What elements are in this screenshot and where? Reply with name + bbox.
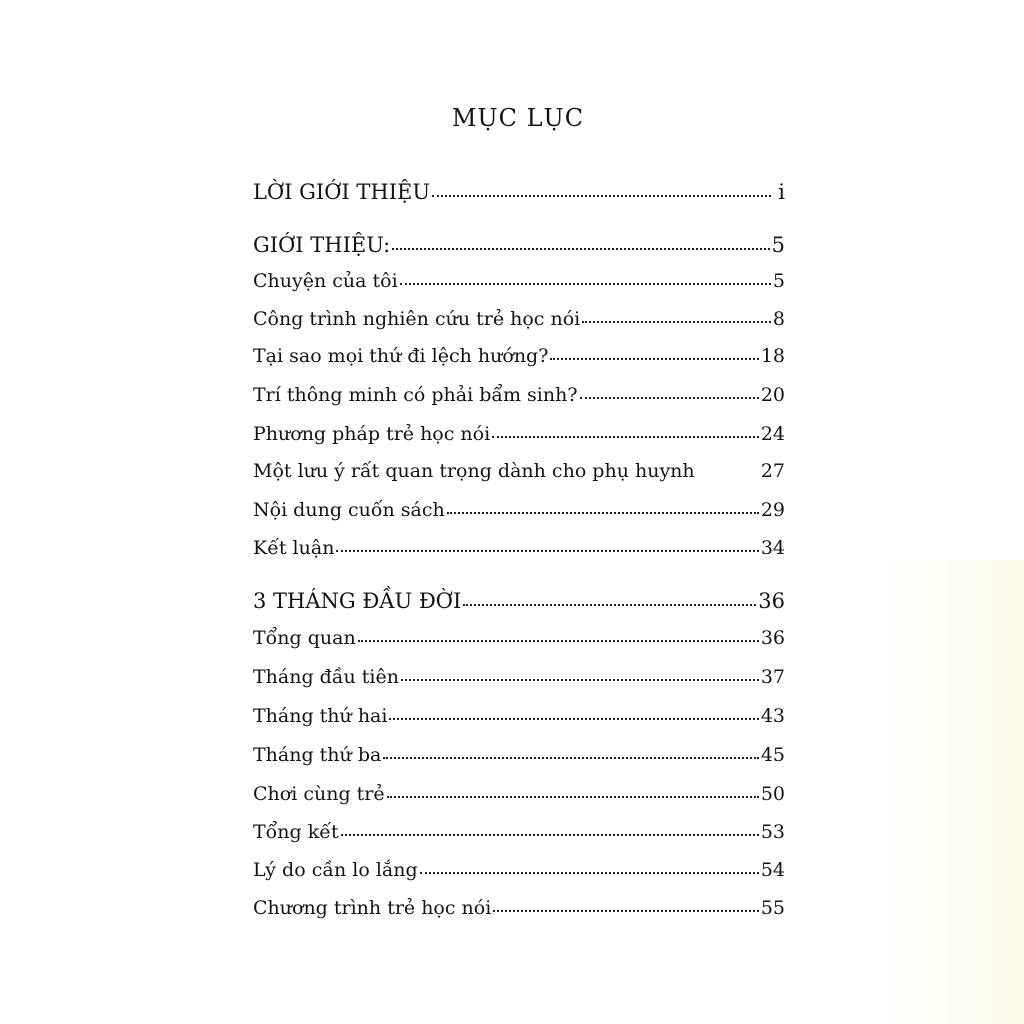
- dot-leader: [580, 397, 759, 399]
- toc-entry: [253, 345, 785, 367]
- dot-leader: [432, 195, 771, 197]
- toc-entry-label: Chuyện của tôi: [253, 270, 398, 292]
- toc-entry-page: 8: [772, 308, 785, 330]
- toc-entry: [253, 499, 785, 521]
- toc-entry-page: 34: [760, 537, 785, 559]
- toc-entry-heading: [253, 589, 785, 613]
- page-title: MỤC LỤC: [451, 104, 585, 132]
- toc-entry-heading: [253, 233, 785, 257]
- dot-leader: [401, 679, 759, 681]
- toc-entry-label: Tháng đầu tiên: [253, 666, 399, 688]
- toc-entry-page: 50: [760, 783, 785, 805]
- dot-leader: [463, 604, 756, 606]
- toc-entry: [253, 783, 785, 805]
- dot-leader: [550, 358, 758, 360]
- toc-entry-label: Tháng thứ ba: [253, 744, 382, 766]
- toc-entry-page: 55: [760, 897, 785, 919]
- toc-entry-label: Kết luận: [253, 537, 335, 559]
- toc-entry-page: 36: [758, 589, 785, 613]
- toc-entry-label: Một lưu ý rất quan trọng dành cho phụ huynh: [253, 460, 695, 482]
- toc-entry-page: 37: [760, 666, 785, 688]
- toc-entry: [253, 270, 785, 292]
- toc-entry-label: Tổng kết: [253, 821, 339, 843]
- dot-leader: [420, 872, 759, 874]
- dot-leader: [400, 283, 771, 285]
- toc-entry-page: 29: [760, 499, 785, 521]
- toc-entry-page: i: [778, 180, 785, 204]
- toc-entry: [253, 821, 785, 843]
- toc-entry: [253, 859, 785, 881]
- toc-entry: [253, 308, 785, 330]
- dot-leader: [383, 757, 758, 759]
- dot-leader: [389, 718, 758, 720]
- dot-leader: [336, 550, 758, 552]
- dot-leader: [582, 321, 771, 323]
- toc-entry-label: Chơi cùng trẻ: [253, 783, 385, 805]
- toc-entry-page: 45: [760, 744, 785, 766]
- toc-entry-heading: [253, 180, 785, 204]
- toc-entry-label: Tháng thứ hai: [253, 705, 388, 727]
- toc-entry-page: 5: [772, 270, 785, 292]
- toc-entry-page: 5: [771, 233, 785, 257]
- toc-entry-label: Nội dung cuốn sách: [253, 499, 445, 521]
- dot-leader: [358, 640, 759, 642]
- toc-entry: [253, 627, 785, 649]
- toc-entry-label: Chương trình trẻ học nói: [253, 897, 492, 919]
- toc-entry: [253, 460, 785, 482]
- toc-entry-page: 20: [760, 384, 785, 406]
- toc-entry: [253, 705, 785, 727]
- toc-entry-page: 27: [760, 460, 785, 482]
- dot-leader: [492, 436, 759, 438]
- toc-entry: [253, 897, 785, 919]
- dot-leader: [447, 512, 759, 514]
- toc-entry: [253, 744, 785, 766]
- toc-entry-page: 18: [760, 345, 785, 367]
- toc-entry-label: Lý do cần lo lắng: [253, 859, 418, 881]
- toc-entry-label: Tổng quan: [253, 627, 356, 649]
- toc-entry-label: LỜI GIỚI THIỆU: [253, 180, 431, 204]
- dot-leader: [387, 796, 759, 798]
- dot-leader: [341, 834, 759, 836]
- toc-entry-label: 3 THÁNG ĐẦU ĐỜI: [253, 589, 462, 613]
- dot-leader: [493, 910, 759, 912]
- toc-entry: [253, 537, 785, 559]
- toc-entry: [253, 666, 785, 688]
- toc-entry: [253, 423, 785, 445]
- toc-entry-page: 53: [760, 821, 785, 843]
- toc-entry-label: Công trình nghiên cứu trẻ học nói: [253, 308, 581, 330]
- toc-entry-page: 36: [760, 627, 785, 649]
- toc-entry-page: 54: [760, 859, 785, 881]
- toc-entry: [253, 384, 785, 406]
- toc-entry-label: Phương pháp trẻ học nói: [253, 423, 491, 445]
- toc-entry-page: 24: [760, 423, 785, 445]
- dot-leader: [392, 248, 769, 250]
- toc-entry-page: 43: [760, 705, 785, 727]
- page-edge-shadow: [874, 560, 1024, 1024]
- toc-entry-label: Trí thông minh có phải bẩm sinh?: [253, 384, 578, 406]
- toc-entry-label: GIỚI THIỆU:: [253, 233, 391, 257]
- toc-entry-label: Tại sao mọi thứ đi lệch hướng?: [253, 345, 549, 367]
